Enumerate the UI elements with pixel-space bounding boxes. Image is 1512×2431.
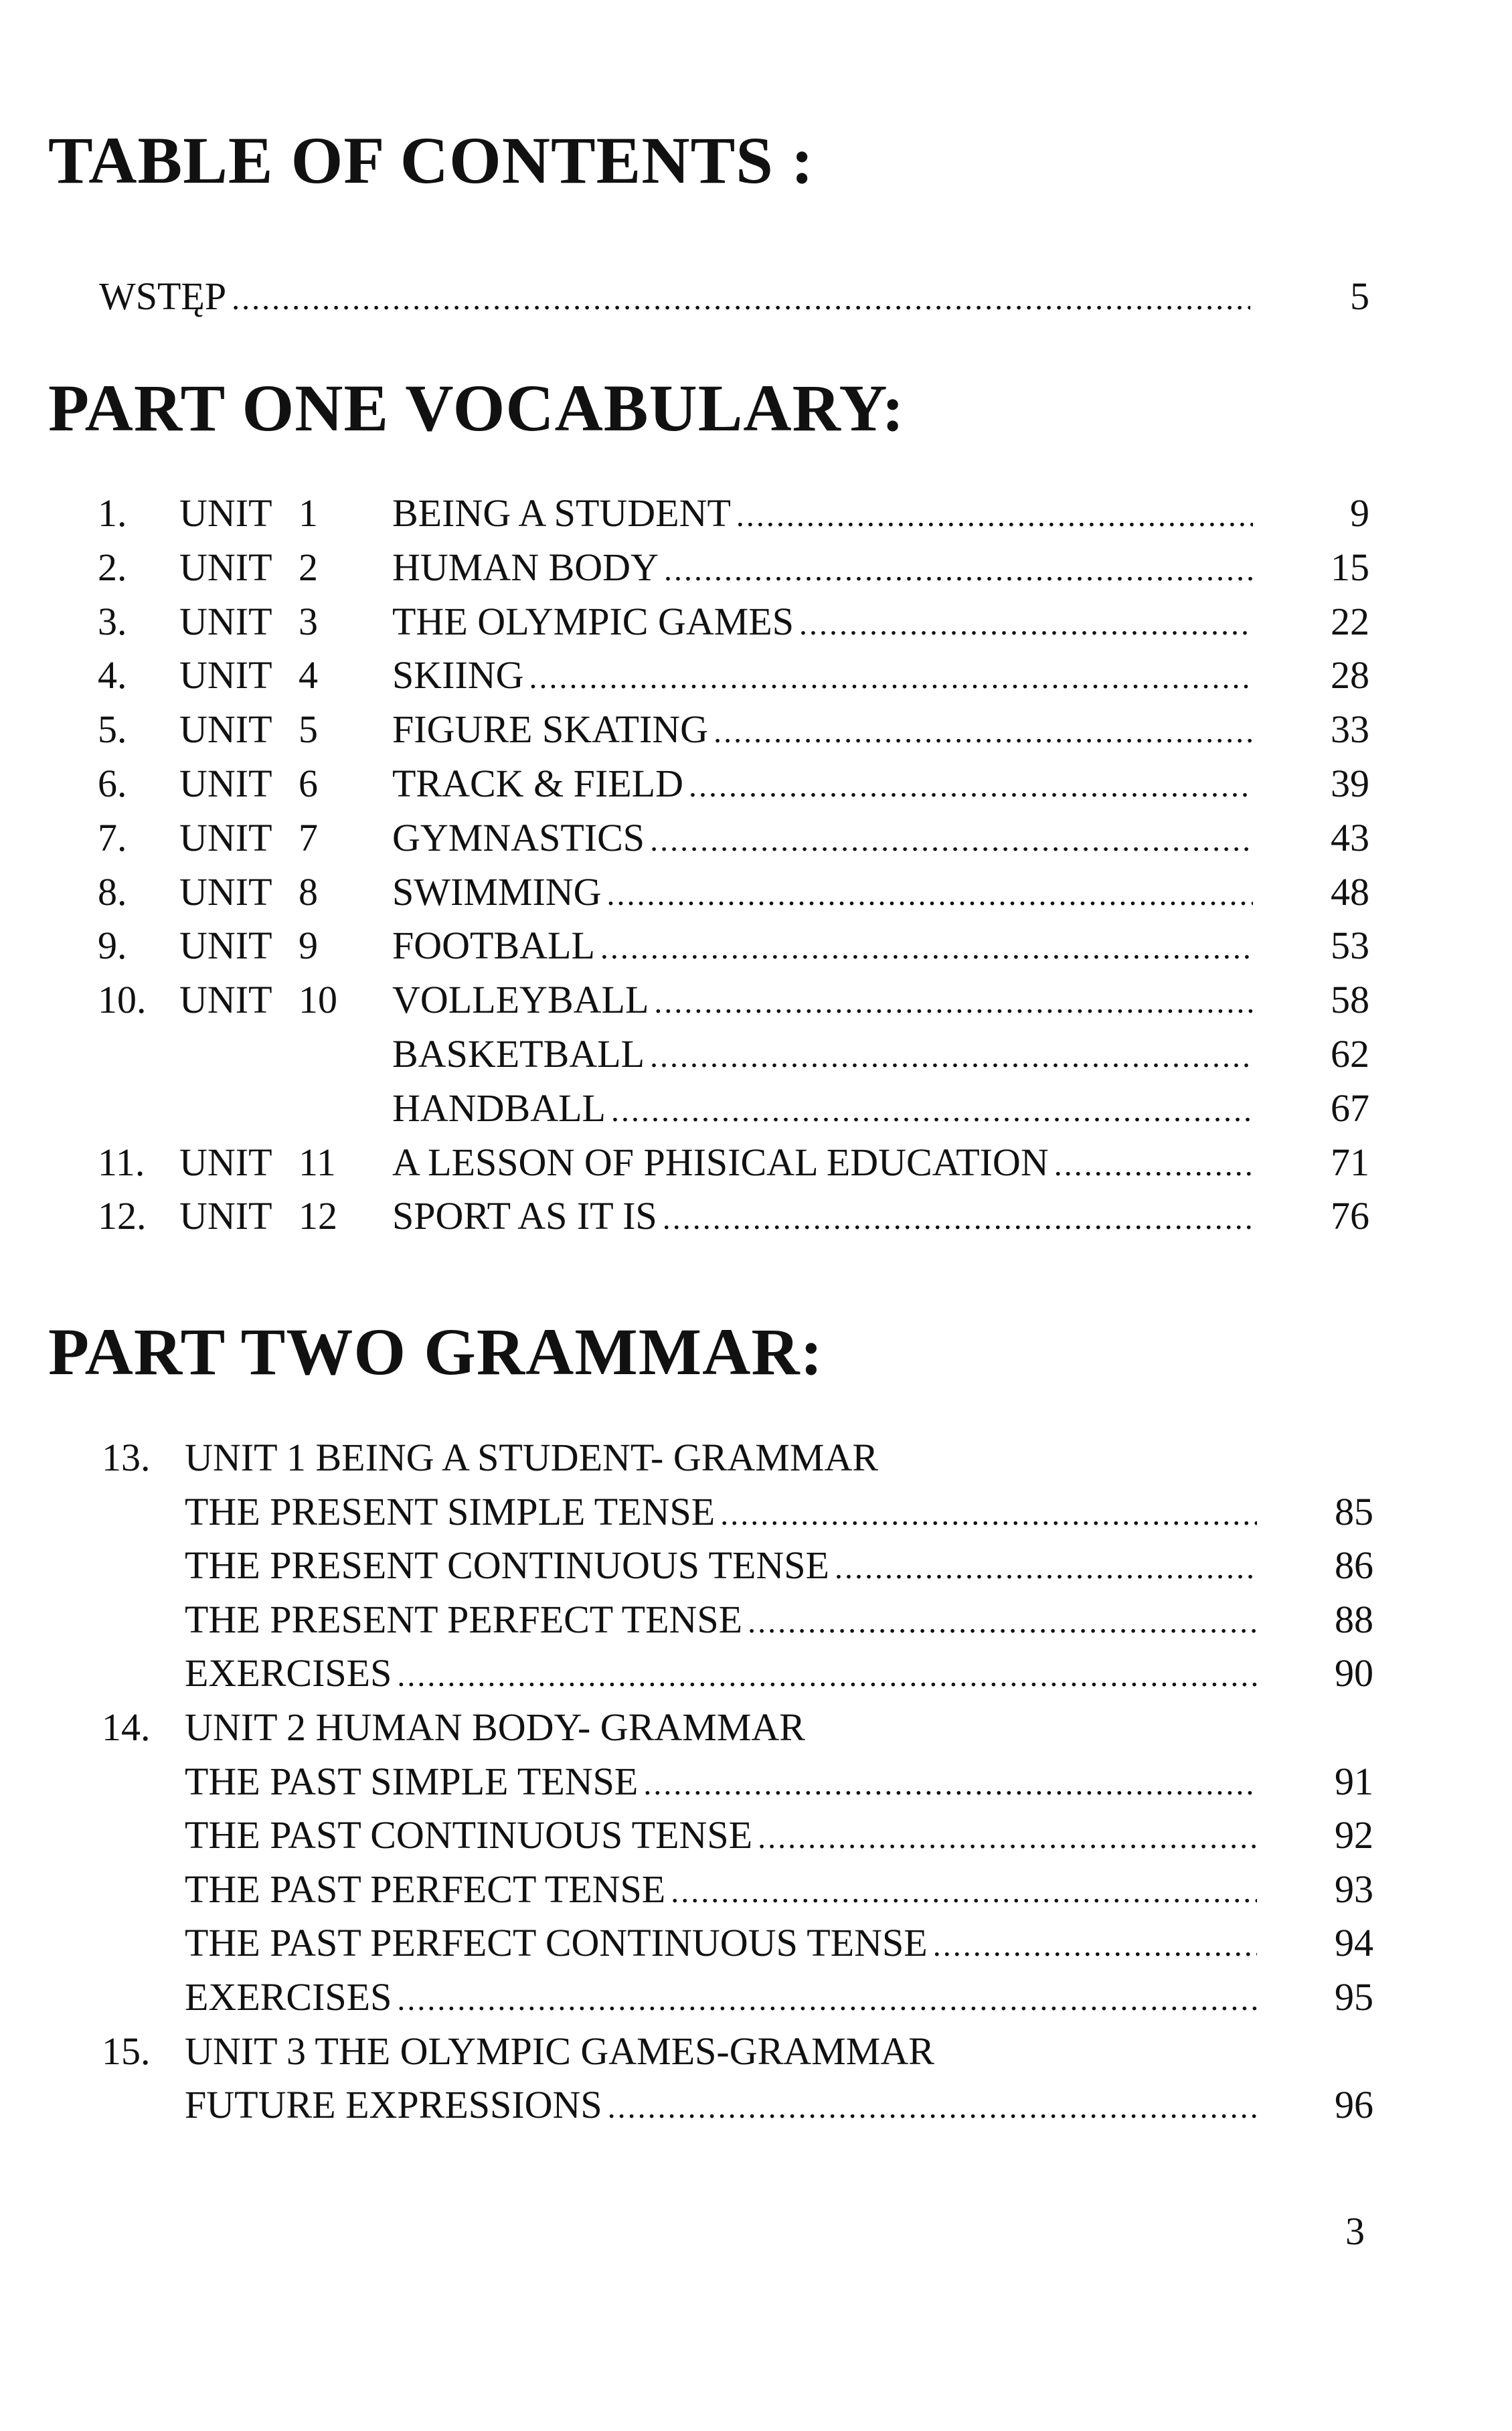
toc-entry-unit-label: UNIT [179, 816, 272, 859]
toc-entry-title: THE PAST CONTINUOUS TENSE [185, 1813, 753, 1857]
toc-page-number: 9 [1350, 491, 1369, 535]
dot-leader [650, 1029, 1253, 1084]
toc-section-header [0, 1430, 1512, 1485]
toc-entry [0, 973, 1512, 1027]
toc-entry [0, 1485, 1512, 1539]
toc-entry-leader [185, 1592, 1257, 1649]
toc-page-number: 85 [1335, 1490, 1373, 1533]
toc-entry-leader [392, 702, 1253, 759]
dot-leader [664, 543, 1253, 597]
toc-entry-leader [185, 1538, 1257, 1595]
toc-entry-unit-number: 10 [299, 978, 337, 1021]
toc-entry-unit-number: 5 [299, 707, 318, 751]
dot-leader [1054, 1138, 1253, 1192]
dot-leader [720, 1487, 1257, 1541]
dot-leader [608, 2080, 1257, 2134]
toc-section-header [0, 2024, 1512, 2078]
toc-section-number: 15. [102, 2029, 151, 2073]
toc-entry-title: SKIING [392, 653, 524, 697]
toc-entry-unit-label: UNIT [179, 600, 272, 643]
toc-entry-number: 2. [98, 546, 127, 589]
dot-leader [529, 651, 1253, 705]
toc-entry-title: VOLLEYBALL [392, 978, 649, 1021]
toc-section-title: UNIT 1 BEING A STUDENT- GRAMMAR [185, 1436, 879, 1479]
toc-entry-number: 12. [98, 1194, 147, 1238]
toc-section-number: 14. [102, 1705, 151, 1749]
toc-entry-unit-number: 7 [299, 816, 318, 859]
dot-leader [397, 1649, 1257, 1703]
toc-entry-title: THE PRESENT CONTINUOUS TENSE [185, 1543, 829, 1587]
toc-section-title: UNIT 2 HUMAN BODY- GRAMMAR [185, 1705, 805, 1749]
dot-leader [607, 867, 1253, 922]
toc-entry-title: SPORT AS IT IS [392, 1194, 657, 1238]
toc-intro-label: WSTĘP [99, 274, 227, 318]
toc-entry-title: TRACK & FIELD [392, 762, 683, 805]
toc-page-number: 58 [1331, 978, 1369, 1021]
toc-entry-leader [185, 1970, 1257, 2027]
toc-entry [0, 1027, 1512, 1081]
toc-page-number: 22 [1331, 600, 1369, 643]
toc-entry [0, 702, 1512, 756]
toc-entry-leader [392, 756, 1253, 813]
toc-entry-leader [392, 1081, 1253, 1138]
toc-entry-unit-number: 6 [299, 762, 318, 805]
dot-leader [713, 705, 1253, 759]
toc-entry-leader [185, 1485, 1257, 1541]
dot-leader [835, 1541, 1257, 1595]
toc-entry-title: BEING A STUDENT [392, 491, 731, 535]
dot-leader [654, 975, 1253, 1029]
toc-page-number: 96 [1335, 2083, 1373, 2126]
toc-entry-unit-number: 3 [299, 600, 318, 643]
toc-entry [0, 756, 1512, 811]
toc-page-number: 76 [1331, 1194, 1369, 1238]
toc-entry [0, 1646, 1512, 1700]
toc-entry-title: FUTURE EXPRESSIONS [185, 2083, 602, 2126]
toc-page-number: 95 [1335, 1975, 1373, 2019]
toc-page-number: 62 [1331, 1032, 1369, 1076]
toc-entry-unit-number: 1 [299, 491, 318, 535]
toc-section-number: 13. [102, 1436, 151, 1479]
toc-entry-unit-label: UNIT [179, 978, 272, 1021]
toc-intro-entry [0, 269, 1512, 323]
toc-entry-title: BASKETBALL [392, 1032, 645, 1076]
toc-entry-leader [392, 811, 1253, 867]
toc-entry-leader [185, 1754, 1257, 1811]
toc-entry-number: 7. [98, 816, 127, 859]
toc-entry-title: HUMAN BODY [392, 546, 659, 589]
toc-entry [0, 1592, 1512, 1647]
toc-page-number: 71 [1331, 1141, 1369, 1184]
toc-entry-unit-label: UNIT [179, 653, 272, 697]
toc-entry-leader [185, 2078, 1257, 2134]
toc-section-header [0, 1700, 1512, 1754]
dot-leader [663, 1191, 1253, 1246]
toc-intro-leader [99, 269, 1250, 326]
toc-page-number: 91 [1335, 1760, 1373, 1803]
toc-entry [0, 594, 1512, 649]
dot-leader [611, 1084, 1253, 1138]
toc-entry [0, 1970, 1512, 2024]
toc-entry-title: HANDBALL [392, 1086, 606, 1130]
page-folio: 3 [1345, 2209, 1365, 2253]
toc-entry [0, 1135, 1512, 1189]
toc-entry-title: THE OLYMPIC GAMES [392, 600, 794, 643]
toc-entry-title: EXERCISES [185, 1651, 392, 1695]
dot-leader [689, 759, 1253, 813]
toc-entry-number: 4. [98, 653, 127, 697]
dot-leader [232, 272, 1250, 326]
toc-entry-number: 1. [98, 491, 127, 535]
toc-entry [0, 648, 1512, 702]
toc-entry [0, 1081, 1512, 1135]
toc-entry [0, 1189, 1512, 1243]
toc-entry-leader [392, 865, 1253, 922]
toc-entry-title: THE PAST SIMPLE TENSE [185, 1760, 639, 1803]
part-two-heading: PART TWO GRAMMAR: [48, 1315, 823, 1389]
toc-entry-title: THE PAST PERFECT TENSE [185, 1867, 666, 1911]
toc-page-number: 33 [1331, 707, 1369, 751]
toc-entry-title: THE PRESENT PERFECT TENSE [185, 1598, 743, 1641]
toc-page-number: 86 [1335, 1543, 1373, 1587]
toc-entry-leader [392, 1189, 1253, 1246]
toc-entry [0, 918, 1512, 973]
toc-entry-leader [185, 1646, 1257, 1703]
toc-entry-leader [392, 486, 1253, 543]
dot-leader [643, 1757, 1257, 1811]
toc-entry-unit-label: UNIT [179, 491, 272, 535]
toc-section-title: UNIT 3 THE OLYMPIC GAMES-GRAMMAR [185, 2029, 934, 2073]
toc-entry-unit-number: 8 [299, 870, 318, 914]
dot-leader [397, 1973, 1257, 2027]
toc-entry-title: THE PAST PERFECT CONTINUOUS TENSE [185, 1921, 928, 1964]
toc-page-number: 48 [1331, 870, 1369, 914]
dot-leader [748, 1595, 1257, 1649]
toc-entry-title: EXERCISES [185, 1975, 392, 2019]
toc-entry-number: 6. [98, 762, 127, 805]
toc-entry-unit-label: UNIT [179, 924, 272, 967]
toc-page-number: 90 [1335, 1651, 1373, 1695]
dot-leader [799, 597, 1253, 651]
toc-entry-leader [392, 973, 1253, 1029]
toc-page-number: 67 [1331, 1086, 1369, 1130]
toc-entry-number: 3. [98, 600, 127, 643]
toc-entry-leader [392, 1027, 1253, 1084]
toc-page-number: 88 [1335, 1598, 1373, 1641]
toc-entry-leader [185, 1916, 1257, 1973]
toc-entry-title: THE PRESENT SIMPLE TENSE [185, 1490, 716, 1533]
toc-entry-leader [392, 540, 1253, 597]
toc-entry-number: 10. [98, 978, 147, 1021]
toc-entry-leader [185, 1808, 1257, 1865]
toc-page-number: 15 [1331, 546, 1369, 589]
toc-entry-unit-label: UNIT [179, 1194, 272, 1238]
toc-entry-leader [392, 1135, 1253, 1192]
toc-entry-number: 9. [98, 924, 127, 967]
toc-entry-number: 8. [98, 870, 127, 914]
toc-page-number: 92 [1335, 1813, 1373, 1857]
toc-page-number: 39 [1331, 762, 1369, 805]
toc-entry-leader [392, 648, 1253, 705]
toc-entry-title: A LESSON OF PHISICAL EDUCATION [392, 1141, 1049, 1184]
toc-entry-number: 5. [98, 707, 127, 751]
toc-entry-unit-number: 2 [299, 546, 318, 589]
toc-page-number: 94 [1335, 1921, 1373, 1964]
toc-entry-unit-number: 4 [299, 653, 318, 697]
toc-entry-unit-number: 12 [299, 1194, 337, 1238]
toc-entry [0, 1808, 1512, 1862]
toc-entry [0, 865, 1512, 919]
part-one-heading: PART ONE VOCABULARY: [48, 371, 905, 445]
toc-entry-number: 11. [98, 1141, 145, 1184]
dot-leader [758, 1811, 1257, 1865]
toc-entry [0, 1538, 1512, 1592]
toc-entry-title: SWIMMING [392, 870, 602, 914]
toc-entry [0, 811, 1512, 865]
dot-leader [671, 1865, 1257, 1919]
toc-page-number: 93 [1335, 1867, 1373, 1911]
toc-entry [0, 540, 1512, 594]
toc-entry-unit-label: UNIT [179, 870, 272, 914]
toc-page-number: 43 [1331, 816, 1369, 859]
toc-entry [0, 1754, 1512, 1809]
toc-entry-unit-number: 11 [299, 1141, 336, 1184]
toc-entry-unit-label: UNIT [179, 546, 272, 589]
toc-entry [0, 1916, 1512, 1970]
toc-entry-title: GYMNASTICS [392, 816, 645, 859]
toc-entry [0, 2078, 1512, 2132]
toc-page-number: 28 [1331, 653, 1369, 697]
toc-entry-unit-label: UNIT [179, 1141, 272, 1184]
toc-entry-unit-label: UNIT [179, 762, 272, 805]
toc-entry [0, 486, 1512, 540]
toc-entry-leader [392, 594, 1253, 651]
toc-entry-unit-label: UNIT [179, 707, 272, 751]
toc-entry-leader [185, 1862, 1257, 1919]
dot-leader [933, 1918, 1257, 1973]
toc-page-number: 5 [1350, 274, 1369, 318]
page-title: TABLE OF CONTENTS : [48, 123, 815, 197]
dot-leader [650, 813, 1253, 867]
dot-leader [736, 489, 1253, 543]
dot-leader [600, 921, 1253, 975]
toc-entry-unit-number: 9 [299, 924, 318, 967]
toc-page-number: 53 [1331, 924, 1369, 967]
toc-entry [0, 1862, 1512, 1916]
toc-entry-title: FOOTBALL [392, 924, 595, 967]
toc-entry-leader [392, 918, 1253, 975]
toc-entry-title: FIGURE SKATING [392, 707, 709, 751]
